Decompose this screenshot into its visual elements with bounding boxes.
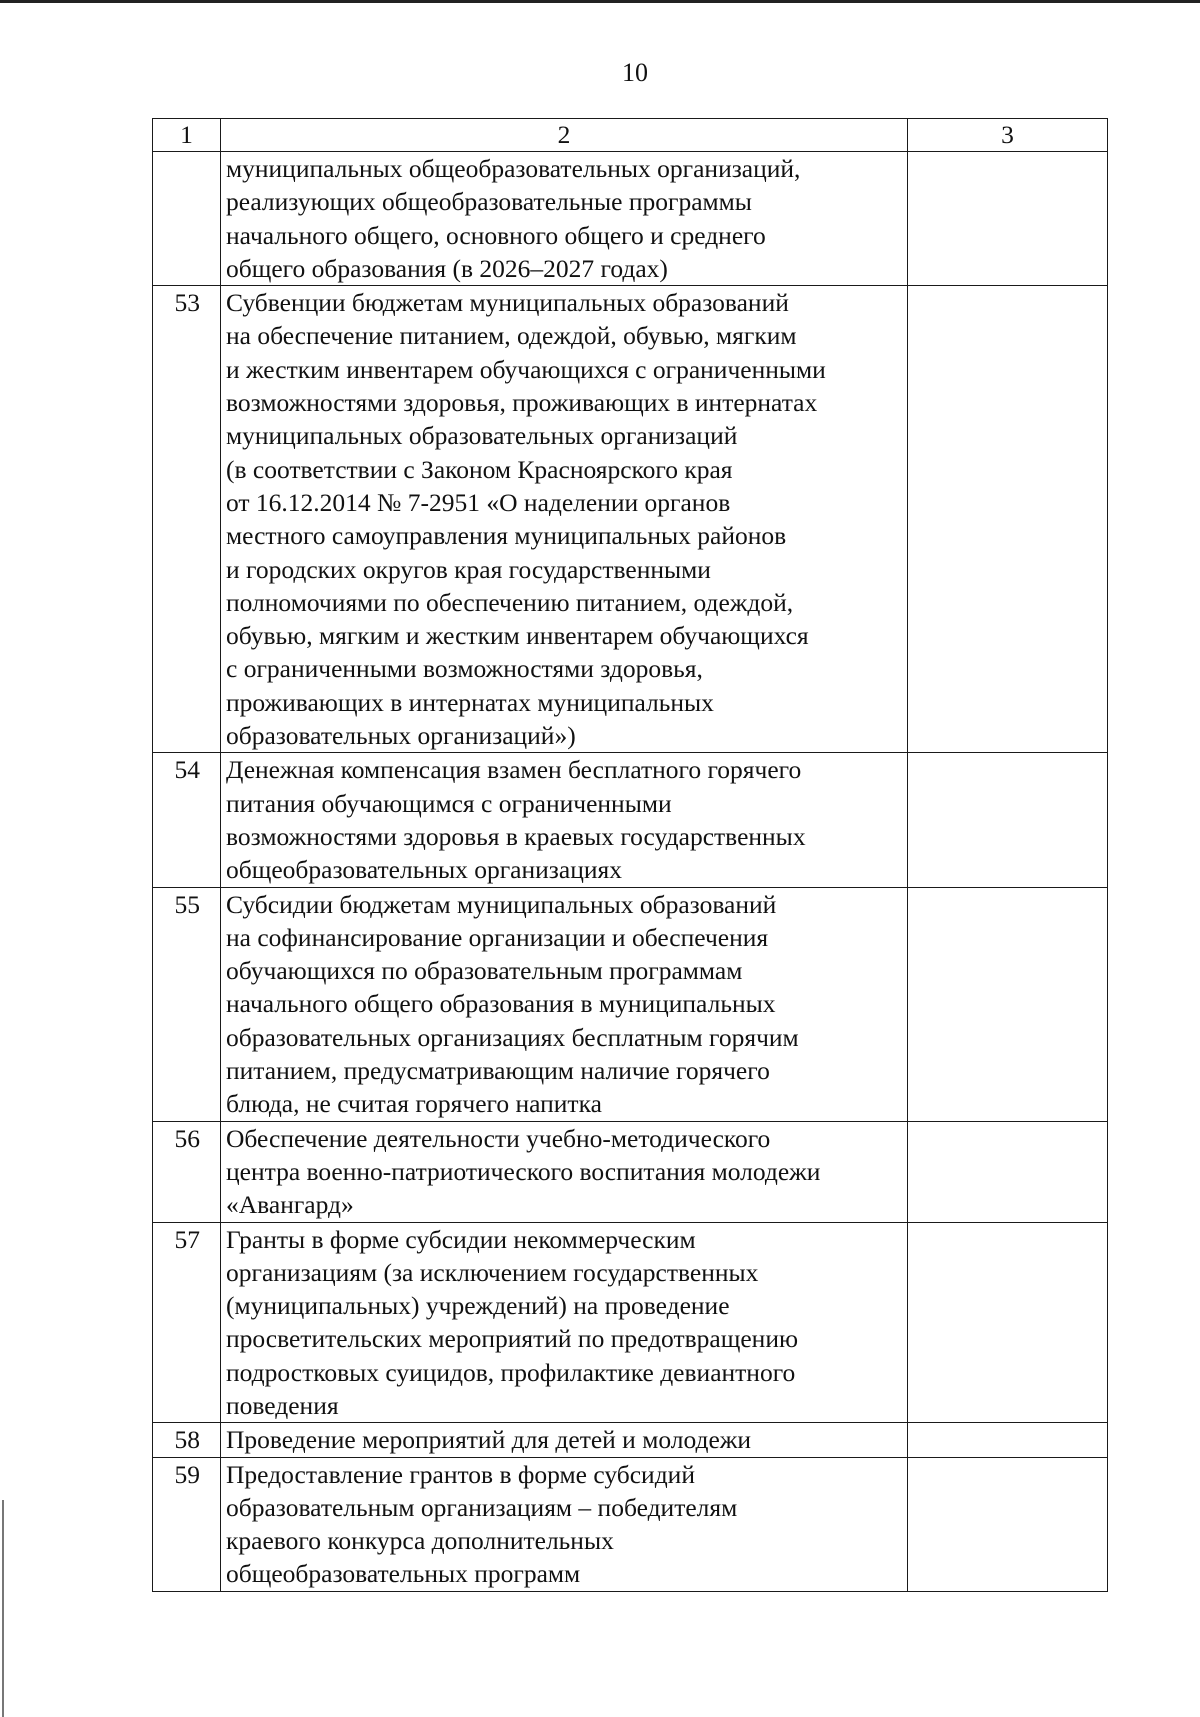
table-row xyxy=(153,887,1108,1121)
table-header-row xyxy=(153,119,1108,152)
row-description-cell: Субсидии бюджетам муниципальных образований на софинансирование организации и обеспечения обучающихся по образовательным программам начального общего образования в муниципальных образовательных организациях бесплатным горячим питанием, предусматривающим наличие горячего блюда, не считая горячего напитка xyxy=(221,887,908,1121)
document-table xyxy=(152,118,1108,1592)
row-column3-cell xyxy=(908,1457,1108,1591)
table-row xyxy=(153,1457,1108,1591)
row-description-cell: Обеспечение деятельности учебно-методического центра военно-патриотического воспитания молодежи «Авангард» xyxy=(221,1121,908,1222)
row-description-cell: Проведение мероприятий для детей и молодежи xyxy=(221,1423,908,1457)
row-number-cell xyxy=(153,152,221,286)
row-description-cell: Денежная компенсация взамен бесплатного горячего питания обучающимся с ограниченными возможностями здоровья в краевых государственных общеобразовательных организациях xyxy=(221,753,908,887)
row-description-cell: Гранты в форме субсидии некоммерческим организациям (за исключением государственных (муниципальных) учреждений) на проведение просветительских мероприятий по предотвращению подростковых суицидов, профилактике девиантного поведения xyxy=(221,1222,908,1423)
table-row xyxy=(153,152,1108,286)
row-column3-cell xyxy=(908,286,1108,753)
row-description-cell: Субвенции бюджетам муниципальных образований на обеспечение питанием, одеждой, обувью, мягким и жестким инвентарем обучающихся с ограниченными возможностями здоровья, проживающих в интернатах муниципальных образовательных организаций (в соответствии с Законом Красноярского края от 16.12.2014 № 7-2951 «О наделении органов местного самоуправления муниципальных районов и городских округов края государственными полномочиями по обеспечению питанием, одеждой, обувью, мягким и жестким инвентарем обучающихся с ограниченными возможностями здоровья, проживающих в интернатах муниципальных образовательных организаций») xyxy=(221,286,908,753)
row-number-cell: 57 xyxy=(153,1222,221,1423)
row-column3-cell xyxy=(908,753,1108,887)
table-row xyxy=(153,753,1108,887)
header-cell-col1: 1 xyxy=(153,119,221,152)
table-row xyxy=(153,1121,1108,1222)
row-number-cell: 55 xyxy=(153,887,221,1121)
row-number-cell: 58 xyxy=(153,1423,221,1457)
row-number-cell: 56 xyxy=(153,1121,221,1222)
row-column3-cell xyxy=(908,1423,1108,1457)
row-column3-cell xyxy=(908,152,1108,286)
table-row xyxy=(153,1222,1108,1423)
page-number: 10 xyxy=(622,58,648,87)
header-cell-col2: 2 xyxy=(221,119,908,152)
row-number-cell: 59 xyxy=(153,1457,221,1591)
table-row xyxy=(153,286,1108,753)
top-scan-edge xyxy=(0,0,1200,3)
row-column3-cell xyxy=(908,1222,1108,1423)
left-scan-edge xyxy=(2,1500,4,1717)
row-number-cell: 53 xyxy=(153,286,221,753)
row-column3-cell xyxy=(908,1121,1108,1222)
row-column3-cell xyxy=(908,887,1108,1121)
row-description-cell: Предоставление грантов в форме субсидий образовательным организациям – победителям краевого конкурса дополнительных общеобразовательных программ xyxy=(221,1457,908,1591)
table-row xyxy=(153,1423,1108,1457)
row-number-cell: 54 xyxy=(153,753,221,887)
row-description-cell: муниципальных общеобразовательных организаций, реализующих общеобразовательные программы начального общего, основного общего и среднего общего образования (в 2026–2027 годах) xyxy=(221,152,908,286)
header-cell-col3: 3 xyxy=(908,119,1108,152)
